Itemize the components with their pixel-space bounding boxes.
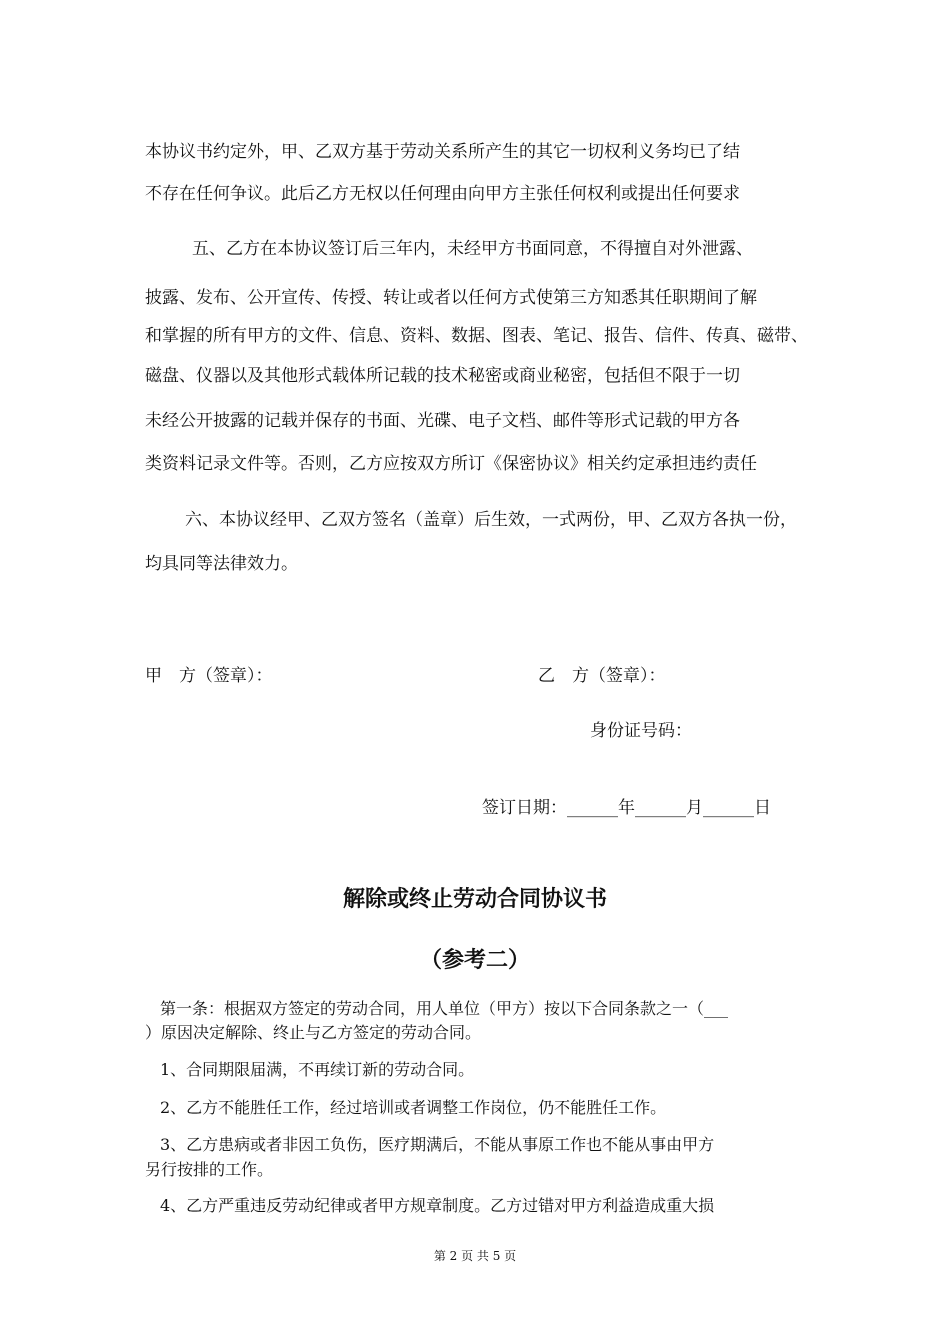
paragraph-line: 1、合同期限届满，不再续订新的劳动合同。 xyxy=(160,1060,475,1079)
paragraph-line: 均具同等法律效力。 xyxy=(145,554,298,574)
paragraph-line: ）原因决定解除、终止与乙方签定的劳动合同。 xyxy=(145,1023,482,1042)
paragraph-line: 不存在任何争议。此后乙方无权以任何理由向甲方主张任何权利或提出任何要求 xyxy=(145,184,740,204)
paragraph-line: 披露、发布、公开宣传、传授、转让或者以任何方式使第三方知悉其任职期间了解 xyxy=(145,288,757,308)
paragraph-line: 2、乙方不能胜任工作，经过培训或者调整工作岗位，仍不能胜任工作。 xyxy=(160,1098,667,1117)
document-title: 解除或终止劳动合同协议书 xyxy=(342,887,607,912)
paragraph-line: 本协议书约定外，甲、乙双方基于劳动关系所产生的其它一切权利义务均已了结 xyxy=(145,142,740,162)
id-number-label: 身份证号码： xyxy=(590,721,692,741)
paragraph-line: 3、乙方患病或者非因工负伤，医疗期满后，不能从事原工作也不能从事由甲方 xyxy=(160,1135,715,1154)
party-b-signature: 乙 方（签章）： xyxy=(538,666,666,686)
paragraph-line: 五、乙方在本协议签订后三年内，未经甲方书面同意，不得擅自对外泄露、 xyxy=(192,239,753,259)
paragraph-line: 第一条：根据双方签定的劳动合同，用人单位（甲方）按以下合同条款之一（___ xyxy=(160,999,729,1018)
party-a-signature: 甲 方（签章）： xyxy=(145,666,273,686)
page-footer: 第 2 页 共 5 页 xyxy=(433,1249,517,1263)
sign-date: 签订日期：______年______月______日 xyxy=(482,798,771,818)
paragraph-line: 磁盘、仪器以及其他形式载体所记载的技术秘密或商业秘密，包括但不限于一切 xyxy=(145,366,740,386)
paragraph-line: 类资料记录文件等。否则，乙方应按双方所订《保密协议》相关约定承担违约责任 xyxy=(145,454,757,474)
document-subtitle: （参考二） xyxy=(419,948,530,973)
paragraph-line: 4、乙方严重违反劳动纪律或者甲方规章制度。乙方过错对甲方利益造成重大损 xyxy=(160,1196,715,1215)
paragraph-line: 未经公开披露的记载并保存的书面、光碟、电子文档、邮件等形式记载的甲方各 xyxy=(145,411,740,431)
paragraph-line: 六、本协议经甲、乙双方签名（盖章）后生效，一式两份，甲、乙双方各执一份， xyxy=(185,510,797,530)
paragraph-line: 和掌握的所有甲方的文件、信息、资料、数据、图表、笔记、报告、信件、传真、磁带、 xyxy=(145,326,808,346)
paragraph-line: 另行按排的工作。 xyxy=(145,1160,274,1179)
